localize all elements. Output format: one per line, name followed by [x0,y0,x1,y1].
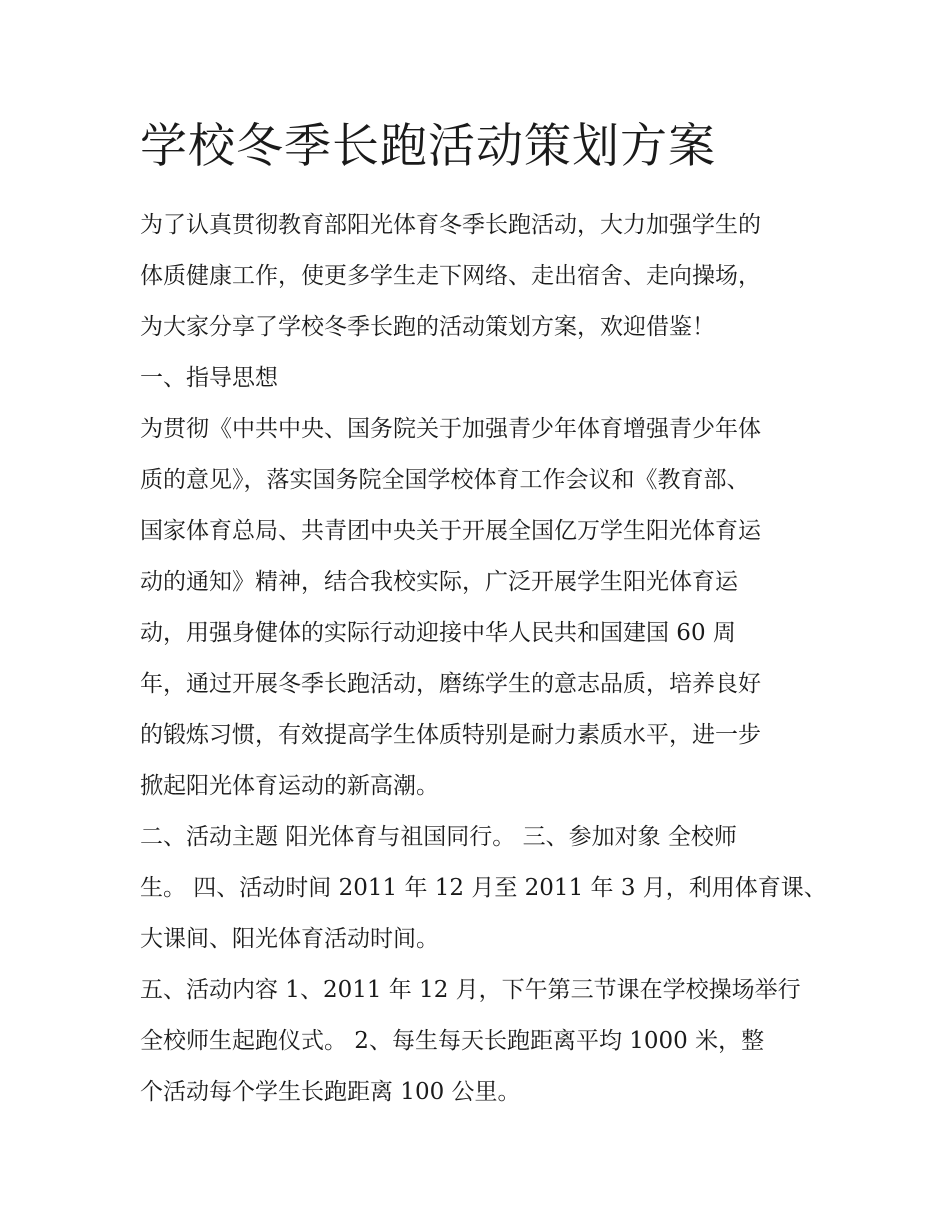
text-line: 二、活动主题 阳光体育与祖国同行。 三、参加对象 全校师 [140,824,737,850]
text-line: 为大家分享了学校冬季长跑的活动策划方案，欢迎借鉴！ [140,314,715,340]
text-line: 动，用强身健体的实际行动迎接中华人民共和国建国 60 周 [140,620,736,646]
text-line: 为了认真贯彻教育部阳光体育冬季长跑活动，大力加强学生的 [140,212,761,238]
text-line: 质的意见》，落实国务院全国学校体育工作会议和《教育部、 [140,467,750,493]
text-line: 五、活动内容 1、2011 年 12 月，下午第三节课在学校操场举行 [140,977,801,1003]
text-line: 为贯彻《中共中央、国务院关于加强青少年体育增强青少年体 [140,416,761,442]
text-line: 掀起阳光体育运动的新高潮。 [140,773,439,799]
text-line: 生。 四、活动时间 2011 年 12 月至 2011 年 3 月，利用体育课、 [140,875,827,901]
text-line: 全校师生起跑仪式。 2、每生每天长跑距离平均 1000 米，整 [140,1028,765,1054]
text-line: 大课间、阳光体育活动时间。 [140,926,439,952]
text-line: 年，通过开展冬季长跑活动，磨练学生的意志品质，培养良好 [140,671,761,697]
section-heading: 一、指导思想 [140,365,278,391]
text-line: 国家体育总局、共青团中央关于开展全国亿万学生阳光体育运 [140,518,761,544]
text-line: 动的通知》精神，结合我校实际，广泛开展学生阳光体育运 [140,569,738,595]
text-line: 的锻炼习惯，有效提高学生体质特别是耐力素质水平，进一步 [140,722,761,748]
text-line: 个活动每个学生长跑距离 100 公里。 [140,1079,521,1105]
document-body [140,112,827,1118]
text-line: 体质健康工作，使更多学生走下网络、走出宿舍、走向操场， [140,263,761,289]
document-title: 学校冬季长跑活动策划方案 [140,119,716,174]
